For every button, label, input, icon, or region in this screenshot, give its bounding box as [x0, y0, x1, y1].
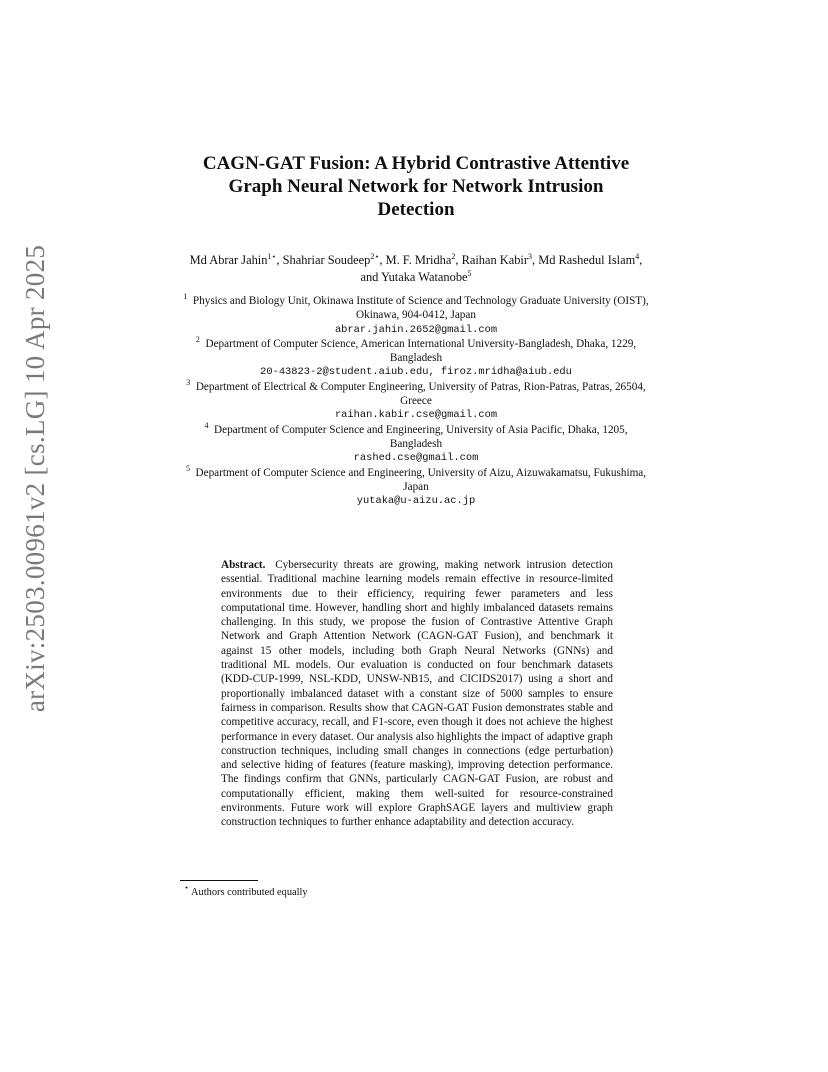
affiliation-text: Department of Computer Science and Engineering, University of Asia Pacific, Dhaka, 1205, Bangladesh — [214, 423, 628, 450]
affiliation-number: 4 — [204, 420, 209, 430]
footnote — [184, 883, 644, 899]
author-separator: , and — [360, 253, 643, 284]
author-separator: , — [379, 253, 386, 267]
author-affiliation-mark: 1⋆ — [267, 252, 277, 261]
author-list — [185, 252, 647, 286]
affiliation-text: Department of Electrical & Computer Engineering, University of Patras, Rion-Patras, Patras, 26504, Greece — [195, 380, 646, 408]
affiliation-email: yutaka@u-aizu.ac.jp — [356, 495, 476, 508]
author-affiliation-mark: 3 — [528, 252, 532, 261]
arxiv-stamp — [20, 244, 51, 712]
author-name: Md Abrar Jahin — [189, 253, 268, 267]
arxiv-identifier: arXiv:2503.00961v2 [cs.LG] 10 Apr 2025 — [20, 244, 51, 712]
affiliation-email: 20-43823-2@student.aiub.edu, firoz.mridha@aiub.edu — [260, 366, 572, 379]
affiliation-email: abrar.jahin.2652@gmail.com — [334, 323, 498, 336]
affiliation-number: 1 — [183, 292, 188, 301]
footnote-text: Authors contributed equally — [191, 887, 308, 898]
affiliation-text: Physics and Biology Unit, Okinawa Institute of Science and Technology Graduate University (OIST), Okinawa, 904-0412, Japan — [192, 295, 649, 322]
affiliation-entry — [178, 420, 654, 452]
affiliation-email: rashed.cse@gmail.com — [353, 452, 479, 465]
author-separator: , — [276, 253, 283, 267]
paper-title: CAGN-GAT Fusion: A Hybrid Contrastive Attentive Graph Neural Network for Network Intrusion Detection — [202, 153, 630, 220]
affiliation-email: raihan.kabir.cse@gmail.com — [334, 409, 498, 422]
affiliation-entry — [178, 463, 654, 495]
author-affiliation-mark: 5 — [467, 269, 472, 278]
author-name: Md Rashedul Islam — [538, 253, 636, 267]
affiliation-number: 2 — [195, 334, 200, 344]
abstract — [221, 558, 613, 830]
affiliation-entry — [178, 334, 654, 366]
affiliation-list — [178, 294, 654, 508]
author-name: Yutaka Watanobe — [381, 270, 468, 284]
affiliation-text: Department of Computer Science and Engineering, University of Aizu, Aizuwakamatsu, Fukushima, Japan — [195, 466, 647, 493]
affiliation-number: 3 — [186, 377, 191, 387]
author-separator: , — [532, 253, 539, 267]
affiliation-text: Department of Computer Science, American International University-Bangladesh, Dhaka, 1229, Bangladesh — [205, 337, 637, 365]
affiliation-entry — [178, 294, 654, 323]
author-name: Raihan Kabir — [461, 253, 528, 267]
affiliation-entry — [178, 377, 654, 409]
author-affiliation-mark: 4 — [635, 252, 640, 261]
affiliation-number: 5 — [185, 463, 190, 473]
abstract-text: Cybersecurity threats are growing, making network intrusion detection essential. Traditional machine learning models remain effective in resource-limited environments due to their efficiency, requiring fewer parameters and less computational time. However, handling short and highly imbalanced datasets remains challenging. In this study, we propose the fusion of Contrastive Attentive Graph Network and Graph Attention Network (CAGN-GAT Fusion), and benchmark it against 15 other models, including both Graph Neural Networks (GNNs) and traditional ML models. Our evaluation is conducted on four benchmark datasets (KDD-CUP-1999, NSL-KDD, UNSW-NB15, and CICIDS2017) using a short and proportionally imbalanced dataset with a constant size of 5000 samples to ensure fairness in comparison. Results show that CAGN-GAT Fusion demonstrates stable and competitive accuracy, recall, and F1-score, even though it does not achieve the highest performance in every dataset. Our analysis also highlights the impact of adaptive graph construction techniques, including small changes in connections (edge perturbation) and selective hiding of features (feature masking), improving detection performance. The findings confirm that GNNs, particularly CAGN-GAT Fusion, are robust and computationally efficient, making them well-suited for resource-constrained environments. Future work will explore GraphSAGE layers and multiview graph construction techniques to further enhance adaptability and detection accuracy. — [221, 559, 613, 829]
author-name: M. F. Mridha — [385, 253, 452, 267]
author-name: Shahriar Soudeep — [282, 253, 371, 267]
abstract-label: Abstract. — [221, 559, 266, 571]
footnote-mark: ⋆ — [184, 883, 190, 892]
author-separator: , — [455, 253, 462, 267]
author-affiliation-mark: 2 — [451, 252, 456, 261]
author-affiliation-mark: 2⋆ — [370, 252, 380, 261]
footnote-divider — [180, 880, 258, 881]
